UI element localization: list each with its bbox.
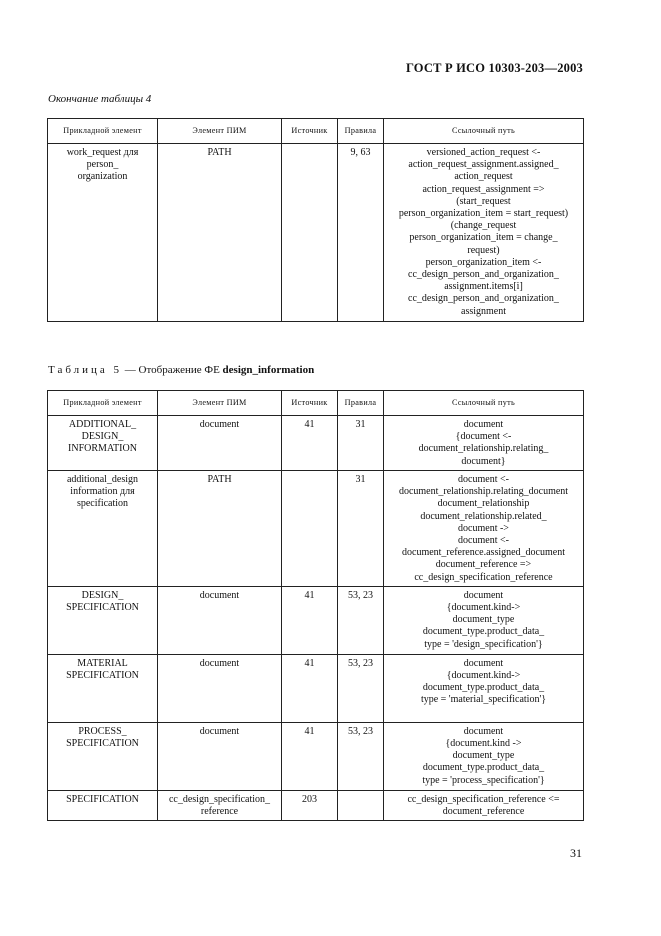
cell-app-element: work_request для person_ organization [48, 144, 158, 322]
table5-caption-entity: design_information [222, 364, 315, 376]
cell-source [282, 144, 338, 322]
cell-pim-element: document [158, 654, 282, 722]
table-header-row [48, 119, 584, 144]
cell-source: 41 [282, 416, 338, 471]
cell-ref-path: cc_design_specification_reference <= document_reference [384, 790, 584, 820]
cell-rules: 31 [338, 471, 384, 587]
cell-source: 203 [282, 790, 338, 820]
table-row [48, 144, 584, 322]
cell-pim-element: cc_design_specification_ reference [158, 790, 282, 820]
cell-pim-element: document [158, 722, 282, 790]
cell-ref-path: document {document.kind-> document_type document_type.product_data_ type = 'design_specification'} [384, 586, 584, 654]
table-4 [47, 118, 584, 322]
page-number: 31 [570, 846, 582, 860]
cell-pim-element: PATH [158, 471, 282, 587]
cell-source: 41 [282, 586, 338, 654]
col-header-pim-element: Элемент ПИМ [158, 391, 282, 416]
col-header-ref-path: Ссылочный путь [384, 391, 584, 416]
col-header-app-element: Прикладной элемент [48, 391, 158, 416]
cell-app-element: MATERIAL SPECIFICATION [48, 654, 158, 722]
table-row [48, 471, 584, 587]
cell-app-element: SPECIFICATION [48, 790, 158, 820]
cell-app-element: ADDITIONAL_ DESIGN_ INFORMATION [48, 416, 158, 471]
col-header-pim-element: Элемент ПИМ [158, 119, 282, 144]
cell-rules: 53, 23 [338, 654, 384, 722]
col-header-rules: Правила [338, 391, 384, 416]
cell-ref-path: document <- document_relationship.relating_document document_relationship document_relationship.related_ document -> document <- document_reference.assigned_document document_reference => cc_design_specification_reference [384, 471, 584, 587]
table-row [48, 416, 584, 471]
cell-app-element: PROCESS_ SPECIFICATION [48, 722, 158, 790]
cell-source: 41 [282, 654, 338, 722]
cell-source: 41 [282, 722, 338, 790]
cell-ref-path: document {document.kind -> document_type document_type.product_data_ type = 'process_specification'} [384, 722, 584, 790]
table-row [48, 790, 584, 820]
cell-rules [338, 790, 384, 820]
table5-caption [48, 364, 314, 376]
cell-app-element: additional_design information для specification [48, 471, 158, 587]
table-row [48, 586, 584, 654]
cell-ref-path: document {document.kind-> document_type.product_data_ type = 'material_specification'} [384, 654, 584, 722]
cell-ref-path: document {document <- document_relationship.relating_ document} [384, 416, 584, 471]
col-header-ref-path: Ссылочный путь [384, 119, 584, 144]
table5-caption-text: — Отображение ФЕ [122, 364, 223, 376]
col-header-app-element: Прикладной элемент [48, 119, 158, 144]
cell-pim-element: document [158, 416, 282, 471]
cell-ref-path: versioned_action_request <- action_request_assignment.assigned_ action_request action_request_assignment => (start_request person_organization_item = start_request) (change_request person_organization_item = change_ request) person_organization_item <- cc_design_person_and_organization_ assignment.items[i] cc_design_person_and_organization_ assignment [384, 144, 584, 322]
cell-rules: 9, 63 [338, 144, 384, 322]
table-row [48, 654, 584, 722]
cell-rules: 31 [338, 416, 384, 471]
cell-rules: 53, 23 [338, 586, 384, 654]
table4-continuation-label: Окончание таблицы 4 [48, 93, 152, 105]
col-header-source: Источник [282, 119, 338, 144]
table-header-row [48, 391, 584, 416]
table-5 [47, 390, 584, 821]
cell-pim-element: PATH [158, 144, 282, 322]
cell-app-element: DESIGN_ SPECIFICATION [48, 586, 158, 654]
table-row [48, 722, 584, 790]
cell-pim-element: document [158, 586, 282, 654]
col-header-source: Источник [282, 391, 338, 416]
standard-header: ГОСТ Р ИСО 10303-203—2003 [405, 61, 583, 75]
cell-source [282, 471, 338, 587]
cell-rules: 53, 23 [338, 722, 384, 790]
table5-caption-label: Таблица 5 [48, 364, 123, 376]
col-header-rules: Правила [338, 119, 384, 144]
